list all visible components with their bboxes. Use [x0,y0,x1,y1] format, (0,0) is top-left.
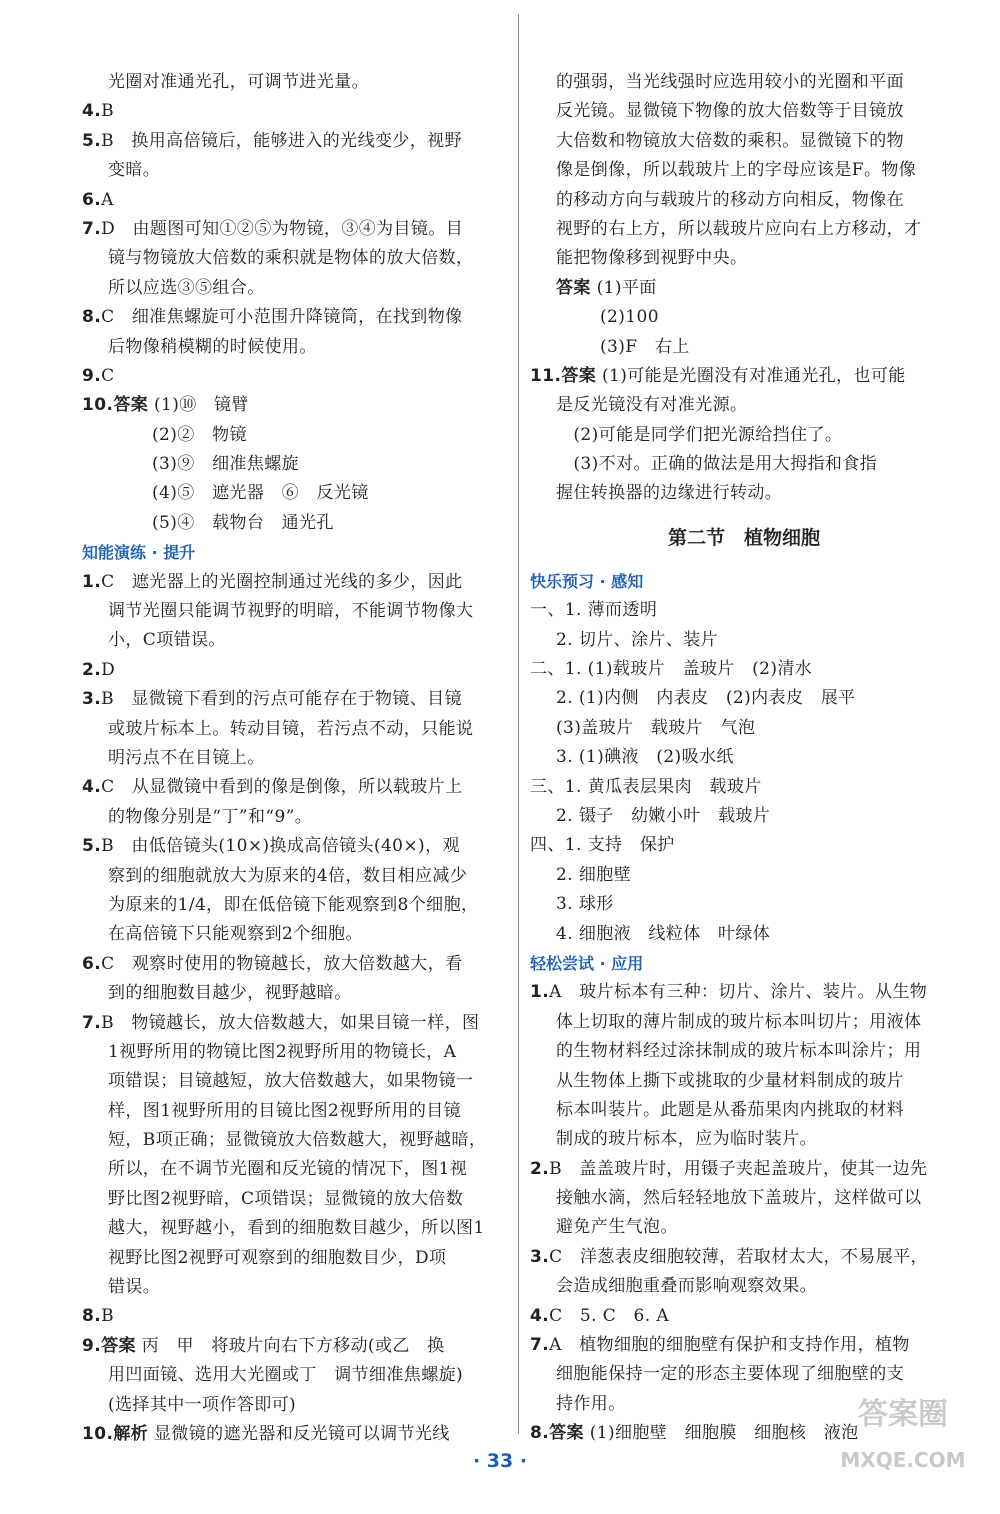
text-line [82,421,510,450]
line-text: (3)盖玻片 载玻片 气泡 [556,717,756,738]
line-text: 样，图1视野所用的目镜比图2视野所用的目镜 [108,1100,462,1121]
line-text: 在高倍镜下只能观察到2个细胞。 [108,924,363,945]
line-text: 用凹面镜、选用大光圈或丁 调节细准焦螺旋) [108,1365,464,1386]
answer-keyword: 答案 [113,395,149,416]
text-line [82,509,510,538]
item-number: 3. [82,689,102,710]
text-line [82,1244,510,1273]
item-number: 1. [530,982,550,1003]
line-text: 后物像稍模糊的时候使用。 [108,336,317,357]
line-text: D 由题图可知①②⑤为物镜，③④为目镜。目 [101,218,464,239]
item-number: 10. [82,1423,114,1444]
line-text: (2)② 物镜 [152,424,247,445]
item-number: 7. [82,218,102,239]
line-text: 镜与物镜放大倍数的乘积就是物体的放大倍数， [108,248,474,269]
item-number: 4. [530,1305,550,1326]
line-text: 3. (1)碘液 (2)吸水纸 [556,747,734,768]
text-line [530,1331,958,1360]
line-text: 制成的玻片标本，应为临时装片。 [556,1129,817,1150]
text-line [82,950,510,979]
text-line [530,244,958,273]
item-number: 10. [82,395,114,416]
watermark-logo: 答案圈 [858,1397,948,1432]
line-text: C [101,365,115,386]
text-line [82,1420,510,1449]
text-line [530,684,958,713]
text-line [530,391,958,420]
text-line [82,1332,510,1361]
text-line [530,303,958,332]
line-text: 丙 甲 将玻片向右下方移动(或乙 换 [141,1335,445,1356]
line-text: 项错误；目镜越短，放大倍数越大，如果物镜一 [108,1071,474,1092]
line-text: A 植物细胞的细胞壁有保护和支持作用，植物 [549,1335,910,1356]
line-text: 三、1. 黄瓜表层果肉 载玻片 [530,776,762,797]
line-text: 的移动方向与载玻片的移动方向相反，物像在 [556,189,904,210]
line-text: (5)④ 载物台 通光孔 [152,512,334,533]
text-line [82,156,510,185]
text-line [530,773,958,802]
line-text: 会造成细胞重叠而影响观察效果。 [556,1276,817,1297]
item-number: 7. [82,1012,102,1033]
line-text: 视野比图2视野可观察到的细胞数目少，D项 [108,1247,447,1268]
text-line [82,1214,510,1243]
line-text: 大倍数和物镜放大倍数的乘积。显微镜下的物 [556,130,904,151]
line-text: 小，C项错误。 [108,630,226,651]
text-line [82,979,510,1008]
line-text: 避免产生气泡。 [556,1217,678,1238]
line-text: 光圈对准通光孔，可调节进光量。 [108,72,369,92]
chapter-heading: 第二节 植物细胞 [667,526,820,549]
line-text: 到的细胞数目越少，视野越暗。 [108,983,352,1004]
text-line [530,655,958,684]
line-text: 4. 细胞液 线粒体 叶绿体 [556,923,771,944]
item-number: 2. [530,1158,550,1179]
item-number: 1. [82,571,102,592]
answer-keyword: 答案 [561,365,597,386]
text-line [82,1302,510,1331]
line-text: 是反光镜没有对准光源。 [556,395,748,416]
text-line [530,362,958,391]
text-line [82,832,510,861]
text-line [530,626,958,655]
line-text: 二、1. (1)载玻片 盖玻片 (2)清水 [530,659,813,680]
text-line [530,714,958,743]
item-number: 7. [530,1335,550,1356]
text-line [82,1185,510,1214]
line-text: 一、1. 薄而透明 [530,600,658,621]
text-line [82,1067,510,1096]
text-line [530,1302,958,1331]
section-heading: 快乐预习 · 感知 [530,571,644,591]
item-number: 8. [82,1306,102,1327]
line-text: 2. 切片、涂片、装片 [556,629,719,650]
text-line [82,479,510,508]
text-line [530,743,958,772]
text-line [530,68,958,97]
left-column [82,68,510,1449]
text-line [82,1097,510,1126]
text-line [530,1125,958,1154]
text-line [82,68,510,97]
text-line [82,186,510,215]
text-line [530,274,958,303]
text-line [82,656,510,685]
line-text: C 细准焦螺旋可小范围升降镜筒，在找到物像 [101,307,463,328]
text-line [82,362,510,391]
line-text: 3. 球形 [556,894,614,915]
line-text: B 显微镜下看到的污点可能存在于物镜、目镜 [101,689,462,710]
text-line [82,920,510,949]
text-line [530,861,958,890]
line-text: 持作用。 [556,1393,626,1414]
item-number: 5. [82,130,102,151]
text-line [82,862,510,891]
watermark-url: MXQE.COM [840,1448,966,1472]
watermark [828,1390,978,1500]
text-line [530,978,958,1007]
line-text: 接触水滴，然后轻轻地放下盖玻片，这样做可以 [556,1188,922,1209]
text-line [530,890,958,919]
line-text: B 换用高倍镜后，能够进入的光线变少，视野 [101,130,462,151]
line-text: (2)可能是同学们把光源给挡住了。 [556,424,843,445]
line-text: 越大，视野越小，看到的细胞数目越少，所以图1 [108,1218,485,1239]
text-line [82,568,510,597]
line-text: C 洋葱表皮细胞较薄，若取材太大，不易展平， [549,1246,928,1267]
item-number: 6. [82,953,102,974]
line-text: D [101,659,116,680]
text-line [82,1361,510,1390]
text-line [530,1037,958,1066]
line-text: 所以应选③⑤组合。 [108,277,265,298]
text-line [82,685,510,714]
line-text: 2. 细胞壁 [556,864,632,885]
line-text: 短，B项正确；显微镜放大倍数越大，视野越暗， [108,1130,487,1151]
item-number: 9. [82,1335,102,1356]
line-text: 视野的右上方，所以载玻片应向右上方移动，才 [556,218,922,239]
line-text: 2. (1)内侧 内表皮 (2)内表皮 展平 [556,688,856,709]
text-line [82,450,510,479]
text-line [530,1243,958,1272]
line-text: C 观察时使用的物镜越长，放大倍数越大，看 [101,953,463,974]
line-text: 握住转换器的边缘进行转动。 [556,483,783,504]
line-text: 为原来的1/4，即在低倍镜下能观察到8个细胞， [108,894,479,915]
line-text: 2. 镊子 幼嫩小叶 载玻片 [556,805,771,826]
line-text: 四、1. 支持 保护 [530,835,675,856]
text-line [530,1360,958,1389]
text-line [530,1213,958,1242]
text-line [530,156,958,185]
answer-keyword: 答案 [549,1423,584,1444]
line-text: (1)细胞壁 细胞膜 细胞核 液泡 [589,1423,859,1444]
line-text: 的强弱，当光线强时应选用较小的光圈和平面 [556,72,904,92]
text-line [82,1391,510,1420]
line-text: 变暗。 [108,160,161,181]
line-text: 能把物像移到视野中央。 [556,248,748,269]
item-number: 4. [82,101,102,122]
line-text: B [101,101,114,122]
line-text: 所以，在不调节光圈和反光镜的情况下，图1视 [108,1159,468,1180]
line-text: (3)F 右上 [600,336,690,357]
line-text: (2)100 [600,307,659,328]
text-line [82,1038,510,1067]
text-line [82,626,510,655]
text-line [530,802,958,831]
item-number: 6. [82,189,102,210]
text-line [530,1272,958,1301]
item-number: 8. [530,1423,550,1444]
text-line [530,479,958,508]
text-line [530,127,958,156]
answer-keyword: 解析 [113,1423,149,1444]
item-number: 2. [82,659,102,680]
text-line [530,450,958,479]
text-line [530,1096,958,1125]
line-text: B 物镜越长，放大倍数越大，如果目镜一样，图 [101,1012,480,1033]
line-text: (4)⑤ 遮光器 ⑥ 反光镜 [152,483,369,504]
line-text: A 玻片标本有三种：切片、涂片、装片。从生物 [549,982,928,1003]
line-text: B [101,1306,114,1327]
line-text: 或玻片标本上。转动目镜，若污点不动，只能说 [108,718,474,739]
line-text: (3)⑨ 细准焦螺旋 [152,454,300,475]
section-heading: 知能演练 · 提升 [82,543,196,563]
text-line [82,773,510,802]
text-line [530,186,958,215]
answer-keyword: 答案 [101,1335,136,1356]
text-line [530,1067,958,1096]
column-divider [518,14,519,1434]
text-line [82,891,510,920]
text-line [530,920,958,949]
page-number: · 33 · [472,1450,528,1472]
text-line [82,1009,510,1038]
text-line [82,333,510,362]
text-line [82,391,510,420]
text-line [82,274,510,303]
text-line [82,215,510,244]
line-text: C 从显微镜中看到的像是倒像，所以载玻片上 [101,777,463,798]
text-line [530,97,958,126]
line-text: (1)⑩ 镜臂 [153,395,249,416]
line-text: 错误。 [108,1277,161,1298]
item-number: 9. [82,365,102,386]
line-text: 体上切取的薄片制成的玻片标本叫切片；用液体 [556,1011,922,1032]
text-line [530,1155,958,1184]
line-text: (3)不对。正确的做法是用大拇指和食指 [556,454,878,475]
section-heading: 轻松尝试 · 应用 [530,953,644,973]
item-number: 5. [82,836,102,857]
line-text: 细胞能保持一定的形态主要体现了细胞壁的支 [556,1364,904,1385]
text-line [530,1184,958,1213]
text-line [530,831,958,860]
text-line [82,744,510,773]
line-text: 察到的细胞就放大为原来的4倍，数目相应减少 [108,865,468,886]
line-text: 的物像分别是“丁”和“9”。 [108,806,313,827]
text-line [530,1008,958,1037]
line-text: 调节光圈只能调节视野的明暗，不能调节物像大 [108,601,474,622]
line-text: 从生物体上撕下或挑取的少量材料制成的玻片 [556,1070,904,1091]
line-text: (1)可能是光圈没有对准通光孔，也可能 [601,365,906,386]
line-text: C 5. C 6. A [549,1305,670,1326]
line-text: B 由低倍镜头(10×)换成高倍镜头(40×)，观 [101,836,460,857]
text-line [82,715,510,744]
line-text: (1)平面 [596,277,657,298]
right-column [530,68,958,1449]
line-text: 显微镜的遮光器和反光镜可以调节光线 [153,1423,450,1444]
answer-keyword: 答案 [556,277,591,298]
text-line [530,421,958,450]
text-line [82,303,510,332]
text-line [530,215,958,244]
line-text: A [101,189,114,210]
line-text: 野比图2视野暗，C项错误；显微镜的放大倍数 [108,1188,464,1209]
text-line [82,803,510,832]
text-line [82,1273,510,1302]
line-text: B 盖盖玻片时，用镊子夹起盖玻片，使其一边先 [549,1158,928,1179]
item-number: 3. [530,1246,550,1267]
line-text: 明污点不在目镜上。 [108,747,265,768]
line-text: 标本叫装片。此题是从番茄果肉内挑取的材料 [556,1099,904,1120]
text-line [530,596,958,625]
line-text: (选择其中一项作答即可) [108,1394,297,1415]
line-text: 反光镜。显微镜下物像的放大倍数等于目镜放 [556,101,904,122]
item-number: 4. [82,777,102,798]
item-number: 11. [530,365,562,386]
text-line [82,1155,510,1184]
text-line [82,1126,510,1155]
text-line [82,97,510,126]
text-line [82,244,510,273]
item-number: 8. [82,307,102,328]
text-line [82,597,510,626]
line-text: 1视野所用的物镜比图2视野所用的物镜长，A [108,1041,457,1062]
text-line [530,333,958,362]
line-text: 像是倒像，所以载玻片上的字母应该是F。物像 [556,160,917,181]
line-text: 的生物材料经过涂抹制成的玻片标本叫涂片；用 [556,1041,922,1062]
line-text: C 遮光器上的光圈控制通过光线的多少，因此 [101,571,463,592]
text-line [82,127,510,156]
